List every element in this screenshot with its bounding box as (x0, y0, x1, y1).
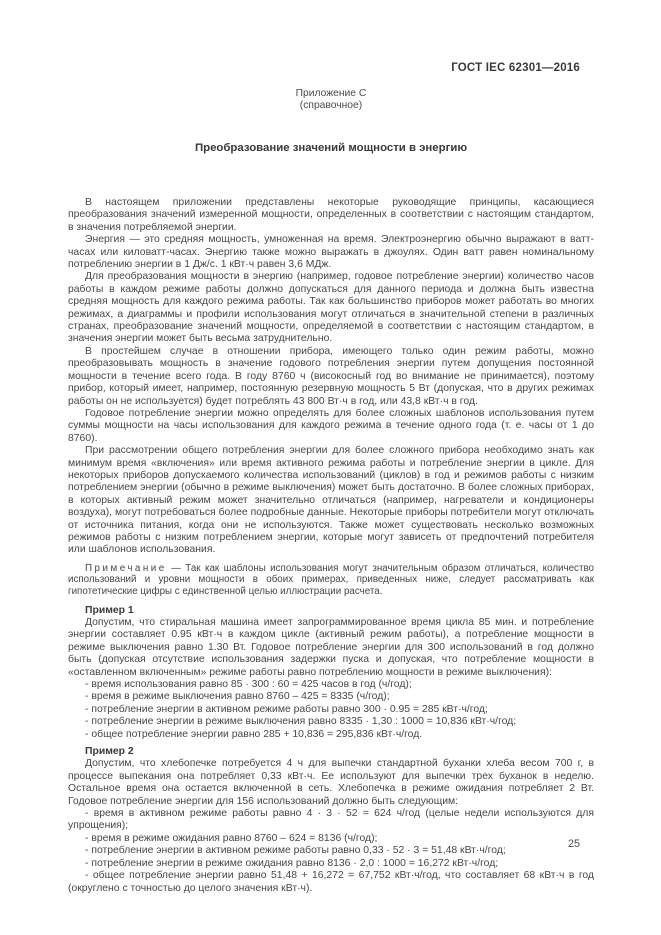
example-1-heading: Пример 1 (85, 604, 134, 616)
annex-block (68, 88, 594, 113)
example-2-heading: Пример 2 (85, 746, 134, 758)
example-2-item: - время в режиме ожидания равно 8760 – 624 = 8136 (ч/год); (85, 832, 378, 844)
example-2-item: - время в активном режиме работы равно 4 · 3 · 52 = 624 ч/год (целые недели используются для упрощения); (68, 808, 594, 832)
example-2-bullets (68, 808, 594, 895)
paragraph-intro: В настоящем приложении представлены некоторые руководящие принципы, касающиеся преобразования значений измеренной мощности, определенных в соответствии с настоящим стандартом, в значения потребляемой энергии. (68, 197, 594, 233)
example-1-item: - потребление энергии в режиме выключения равно 8335 · 1,30 : 1000 = 10,836 кВт·ч/год; (85, 716, 517, 728)
paragraph-conversion: Для преобразования мощности в энергию (например, годовое потребление энергии) количество часов работы в каждом режиме работы должно допускаться для данного периода и должна быть известна средняя мощность для каждого режима работы. Так как большинство приборов может работать во многих режимах, а диаграммы и профили использования могут отличаться в значительной степени в различных странах, преобразование значений мощности, определяемой в соответствии с настоящим стандартом, в значения энергии может быть весьма затруднительно. (68, 271, 594, 345)
note (68, 563, 594, 598)
note-text: — Так как шаблоны использования могут значительным образом отличаться, количество использований и уровни мощности в обоих примерах, приведенных ниже, следует рассматривать как гипотетические цифры с единственной целью иллюстрации расчета. (68, 562, 594, 597)
example-2-item: - потребление энергии в активном режиме работы равно 0,33 · 52 · 3 = 51,48 кВт·ч/год; (85, 845, 506, 857)
page-title: Преобразование значений мощности в энергию (194, 142, 468, 154)
paragraph-simple-case: В простейшем случае в отношении прибора, имеющего только один режим работы, можно преобразовывать мощность в значение годового потребления энергии путем допущения постоянной мощности в течение всего года. В году 8760 ч (високосный год во внимание не принимается), поэтому прибор, который имеет, например, постоянную резервную мощность 5 Вт (допуская, что в других режимах работы он не используется) будет потреблять 43 800 Вт·ч в год, или 43,8 кВт·ч в год. (68, 345, 594, 407)
example-1-item: - потребление энергии в активном режиме работы равно 300 · 0.95 = 285 кВт·ч/год; (85, 703, 488, 715)
example-1-item: - общее потребление энергии равно 285 + 10,836 = 295,836 кВт·ч/год. (85, 728, 423, 740)
page-number: 25 (567, 838, 580, 850)
paragraph-annual-consumption: Годовое потребление энергии можно определять для более сложных шаблонов использования путем суммы мощности на часы использования для каждого режима в течение одного года (т. е. часы от 1 до 8760). (68, 407, 594, 444)
paragraph-energy-definition: Энергия — это средняя мощность, умноженная на время. Электроэнергию обычно выражают в ватт-часах или киловатт-часах. Энергию также можно выражать в джоулях. Один ватт равен номинальному потреблению энергии в 1 Дж/с. 1 кВт·ч равен 3,6 МДж. (68, 234, 594, 271)
example-2-item: - потребление энергии в режиме ожидания равно 8136 · 2,0 : 1000 = 16,272 кВт·ч/год; (85, 857, 499, 869)
paragraph-complex-appliance: При рассмотрении общего потребления энергии для более сложного прибора необходимо знать как минимум время «включения» или время активного режима работы и потребление энергии в цикле. Для некоторых приборов допускаемого количества использований (циклов) в год и режимов работы с низким потреблением энергии (обычно в режиме выключения) может быть достаточно. В более сложных приборах, в которых активный режим может значительно отличаться (например, нагреватели и кондиционеры воздуха), могут потребоваться более подробные данные. Некоторые приборы потребители могут отключать от источника питания, когда они не используются. Также может существовать несколько возможных режимов работы с низким потреблением энергии, которые могут зависеть от предпочтений потребителя или шаблонов использования. (68, 445, 594, 556)
doc-header: ГОСТ IEC 62301—2016 (451, 62, 580, 74)
example-1-intro: Допустим, что стиральная машина имеет запрограммированное время цикла 85 мин. и потребление энергии составляет 0.95 кВт·ч в каждом цикле (активный режим работы), а потребление мощности в режиме выключения равно 1.30 Вт. Годовое потребление энергии для 300 использований в год должно быть (допуская отсутствие использования задержки пуска и допуская, что потребление мощности в «оставленном включенным» режиме работы равно потреблению мощности в режиме выключения): (68, 616, 594, 678)
example-1-bullets (68, 679, 594, 741)
example-1-item: - время использования равно 85 · 300 : 60 = 425 часов в год (ч/год); (85, 679, 412, 690)
example-2-item: - общее потребление энергии равно 51,48 + 16,272 = 67,752 кВт·ч/год, что составляет 68 кВт·ч в год (округлено с точностью до целого значения кВт·ч). (68, 870, 594, 894)
annex-label: Приложение С (295, 88, 367, 99)
body-text (68, 197, 594, 895)
example-1-item: - время в режиме выключения равно 8760 – 425 = 8335 (ч/год); (85, 691, 390, 703)
note-label: Примечание (85, 562, 167, 574)
example-2-intro: Допустим, что хлебопечке потребуется 4 ч для выпечки стандартной буханки хлеба весом 700 г, в процессе выпекания она потребляет 0,33 кВт·ч. Ее используют для выпечки трех буханок в неделю. Остальное время она остается включенной в сеть. Хлебопечка в режиме ожидания потребляет 2 Вт. Годовое потребление энергии для 156 использований должно быть следующим: (68, 758, 594, 807)
annex-type: (справочное) (299, 100, 363, 112)
